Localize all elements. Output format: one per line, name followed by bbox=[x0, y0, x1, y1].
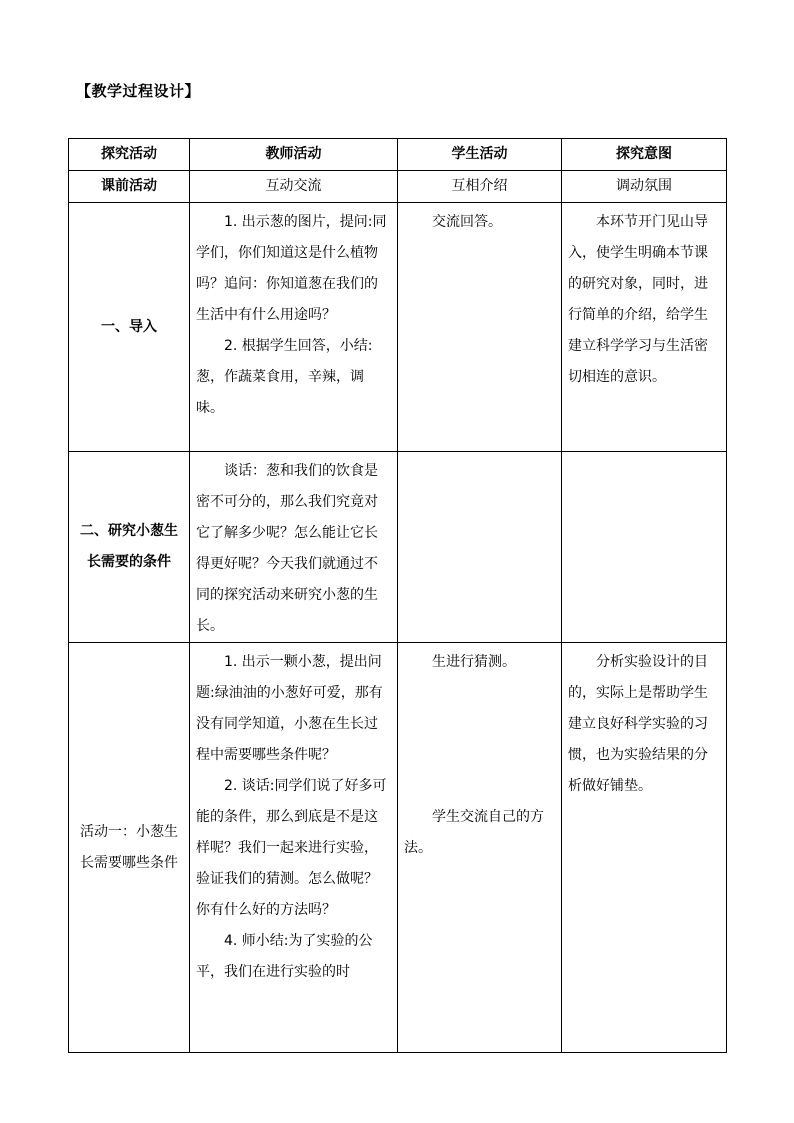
activity1-row bbox=[69, 643, 727, 1053]
col-header-intent: 探究意图 bbox=[562, 139, 727, 171]
research-row bbox=[69, 452, 727, 643]
research-teacher bbox=[190, 452, 398, 643]
pre-class-stage: 课前活动 bbox=[69, 171, 190, 203]
research-stage: 二、研究小葱生长需要的条件 bbox=[69, 452, 190, 643]
research-student bbox=[398, 452, 562, 643]
activity1-teacher bbox=[190, 643, 398, 1053]
pre-class-teacher: 互动交流 bbox=[190, 171, 398, 203]
intro-student-text: 交流回答。 bbox=[432, 214, 502, 230]
intro-teacher-p2: 2. 根据学生回答，小结:葱，作蔬菜食用，辛辣，调味。 bbox=[196, 338, 373, 416]
activity1-student-p2: 学生交流自己的方法。 bbox=[404, 809, 544, 856]
research-intent bbox=[562, 452, 727, 643]
pre-class-student: 互相介绍 bbox=[398, 171, 562, 203]
pre-class-intent: 调动氛围 bbox=[562, 171, 727, 203]
intro-student bbox=[398, 203, 562, 452]
activity1-teacher-p3: 4. 师小结:为了实验的公平，我们在进行实验的时 bbox=[196, 933, 373, 980]
intro-stage: 一、导入 bbox=[69, 203, 190, 452]
activity1-student bbox=[398, 643, 562, 1053]
activity1-student-p1: 生进行猜测。 bbox=[432, 654, 516, 670]
col-header-teacher: 教师活动 bbox=[190, 139, 398, 171]
intro-teacher-p1: 1. 出示葱的图片，提问:同学们，你们知道这是什么植物吗？追问：你知道葱在我们的生活中有什么用途吗？ bbox=[196, 214, 387, 323]
pre-class-row bbox=[69, 171, 727, 203]
activity1-stage: 活动一：小葱生长需要哪些条件 bbox=[69, 643, 190, 1053]
intro-row bbox=[69, 203, 727, 452]
col-header-student: 学生活动 bbox=[398, 139, 562, 171]
header-row bbox=[69, 139, 727, 171]
activity1-teacher-p1: 1. 出示一颗小葱，提出问题:绿油油的小葱好可爱，那有没有同学知道，小葱在生长过程中需要哪些条件呢？ bbox=[196, 654, 383, 763]
intro-intent-text: 本环节开门见山导入，使学生明确本节课的研究对象，同时，进行简单的介绍，给学生建立科学学习与生活密切相连的意识。 bbox=[568, 214, 708, 385]
page-heading: 【教学过程设计】 bbox=[76, 82, 201, 100]
activity1-teacher-p2: 2. 谈话:同学们说了好多可能的条件，那么到底是不是这样呢？我们一起来进行实验，验证我们的猜测。怎么做呢？你有什么好的方法吗？ bbox=[196, 778, 387, 918]
intro-intent bbox=[562, 203, 727, 452]
teaching-process-table bbox=[68, 138, 727, 1053]
activity1-intent bbox=[562, 643, 727, 1053]
intro-teacher bbox=[190, 203, 398, 452]
col-header-stage: 探究活动 bbox=[69, 139, 190, 171]
research-teacher-p1: 谈话：葱和我们的饮食是密不可分的，那么我们究竟对它了解多少呢？怎么能让它长得更好呢？今天我们就通过不同的探究活动来研究小葱的生长。 bbox=[196, 463, 378, 634]
activity1-intent-text: 分析实验设计的目的，实际上是帮助学生建立良好科学实验的习惯，也为实验结果的分析做好铺垫。 bbox=[568, 654, 708, 794]
